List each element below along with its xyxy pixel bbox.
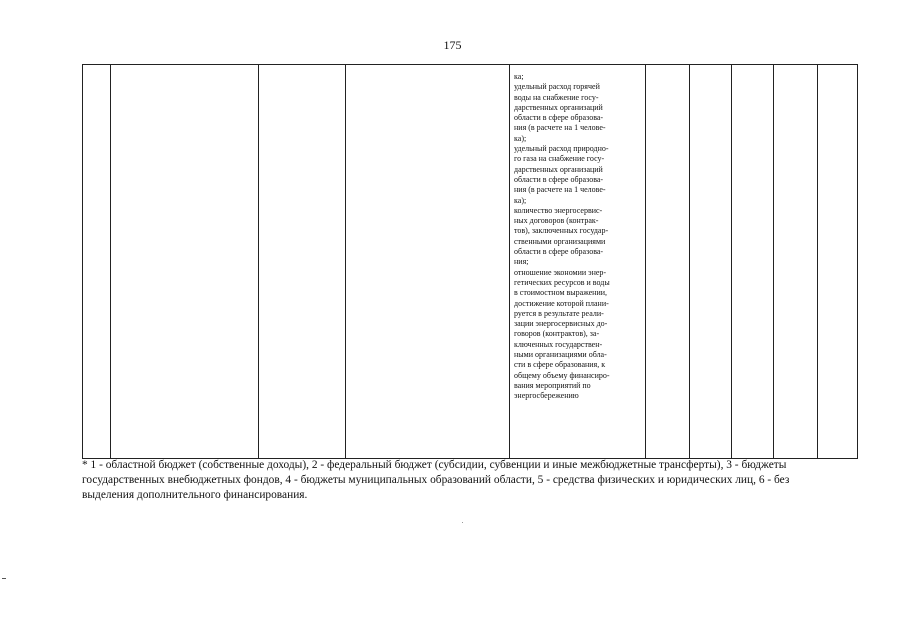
footnote-line-1: * 1 - областной бюджет (собственные доходы), 2 - федеральный бюджет (субсидии, субвенции и иные межбюджетные трансферты), 3 - бюджеты [82,459,787,471]
table-row [83,65,858,459]
scan-speck [462,522,463,523]
cell-executor [259,65,346,459]
margin-mark [2,578,6,579]
cell-term [346,65,510,459]
footnote-line-2: государственных внебюджетных фондов, 4 - бюджеты муниципальных образований области, 5 - средства физических и юридических лиц, 6 - без [82,474,790,486]
cell-value-4 [774,65,818,459]
page-number: 175 [443,38,462,52]
cell-name [111,65,259,459]
footnote-line-3: выделения дополнительного финансирования. [82,489,308,501]
cell-value-5 [818,65,858,459]
program-table [82,64,858,459]
cell-number [83,65,111,459]
funding-footnote [82,458,872,503]
cell-value-2 [690,65,732,459]
indicator-text: ка; удельный расход горячей воды на снабжение госу- дарственных организаций области в сфере образова- ния (в расчете на 1 челове- ка); удельный расход природно- го газа на снабжение госу- дарственных организаций области в сфере образова- ния (в расчете на 1 челове- ка); количество энергосервис- ных договоров (контрак- тов), заключенных государ- ственными организациями области в сфере образова- ния; отношение экономии энер- гетических ресурсов и воды в стоимостном выражении, достижение которой плани- руется в результате реали- зации энергосервисных до- говоров (контрактов), за- ключенных государствен- ными организациями обла- сти в сфере образования, к общему объему финансиро- вания мероприятий по энергосбережению [514,72,610,401]
cell-value-1 [646,65,690,459]
cell-value-3 [732,65,774,459]
cell-indicators [510,65,646,459]
